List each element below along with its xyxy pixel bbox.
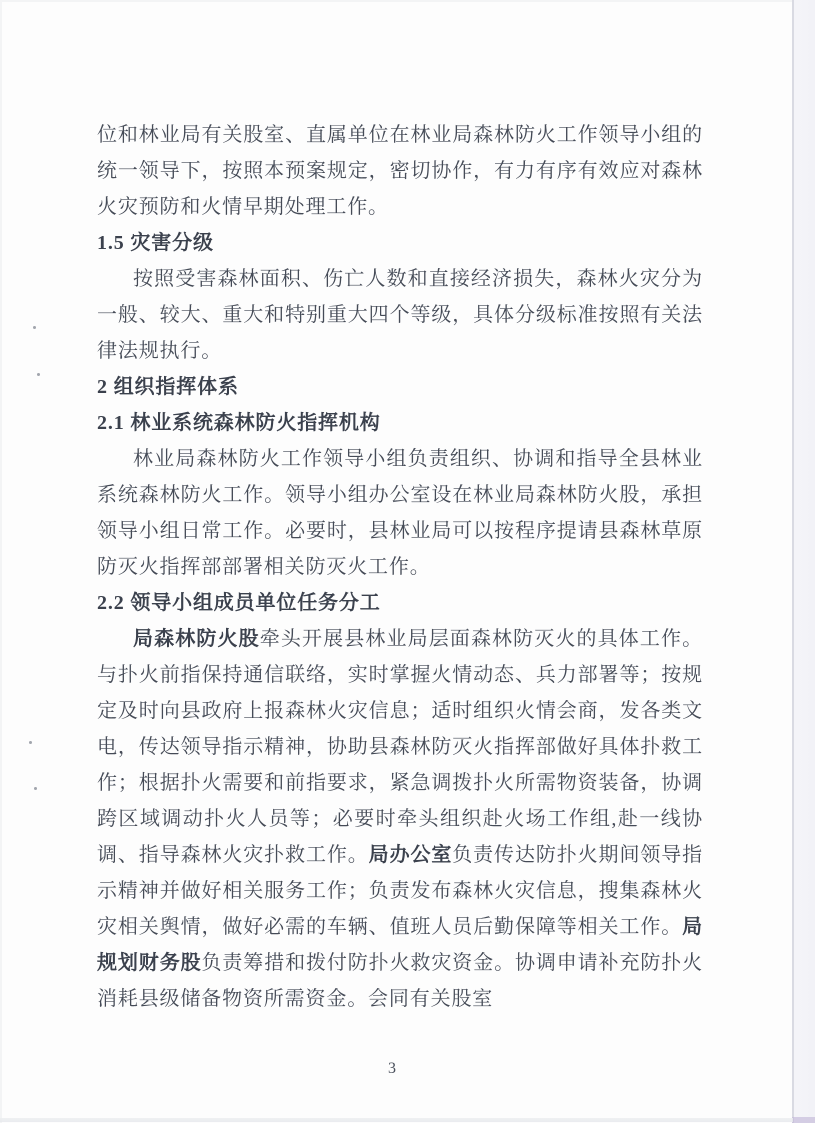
scan-edge-accent: [792, 1117, 815, 1123]
page-number: 3: [388, 1060, 396, 1077]
scan-edge-shadow-bottom: [0, 1118, 793, 1122]
duty-text-planning-finance-section: 负责筹措和拨付防扑火救灾资金。协调申请补充防扑火消耗县级储备物资所需资金。会同有关股室: [97, 952, 704, 1010]
paragraph-leading-group: 林业局森林防火工作领导小组负责组织、协调和指导全县林业系统森林防火工作。领导小组办公室设在林业局森林防火股，承担领导小组日常工作。必要时，县林业局可以按程序提请县森林草原防灭火指挥部部署相关防灭火工作。: [97, 448, 703, 578]
paragraph-member-unit-duties: [97, 621, 703, 1017]
paragraph-disaster-grading: 按照受害森林面积、伤亡人数和直接经济损失，森林火灾分为一般、较大、重大和特别重大四个等级，具体分级标准按照有关法律法规执行。: [97, 268, 703, 362]
heading-2-1-forestry-fire-command-org: 2.1 林业系统森林防火指挥机构: [97, 412, 381, 434]
scan-artifact-dot: [33, 326, 36, 329]
bold-planning-finance-section: 局规划财务股: [97, 916, 703, 974]
heading-1-5-disaster-grading: 1.5 灾害分级: [97, 232, 214, 254]
heading-2-2-member-unit-duties: 2.2 领导小组成员单位任务分工: [97, 592, 381, 614]
heading-2-command-system: 2 组织指挥体系: [97, 376, 239, 398]
scan-edge-left: [0, 0, 2, 1123]
paragraph-continuation: 位和林业局有关股室、直属单位在林业局森林防火工作领导小组的统一领导下，按照本预案规定，密切协作，有力有序有效应对森林火灾预防和火情早期处理工作。: [97, 124, 703, 218]
scan-artifact-dot: [34, 787, 37, 790]
bold-forest-fire-prevention-section: 局森林防火股: [133, 628, 260, 650]
bold-bureau-office: 局办公室: [368, 844, 453, 866]
scan-artifact-dot: [29, 741, 32, 744]
duty-text-bureau-office: 负责传达防扑火期间领导指示精神并做好相关服务工作；负责发布森林火灾信息，搜集森林火灾相关舆情，做好必需的车辆、值班人员后勤保障等相关工作。: [97, 844, 703, 938]
document-body: [97, 117, 703, 1017]
scan-artifact-dot: [37, 373, 40, 376]
duty-text-fire-prevention-section: 牵头开展县林业局层面森林防灭火的具体工作。与扑火前指保持通信联络，实时掌握火情动态、兵力部署等；按规定及时向县政府上报森林火灾信息；适时组织火情会商，发各类文电，传达领导指示精神，协助县森林防灭火指挥部做好具体扑救工作；根据扑火需要和前指要求，紧急调拨扑火所需物资装备，协调跨区域调动扑火人员等；必要时牵头组织赴火场工作组,赴一线协调、指导森林火灾扑救工作。: [97, 628, 703, 866]
scan-edge-shadow-right: [792, 0, 815, 1123]
scan-edge-top: [0, 0, 815, 2]
